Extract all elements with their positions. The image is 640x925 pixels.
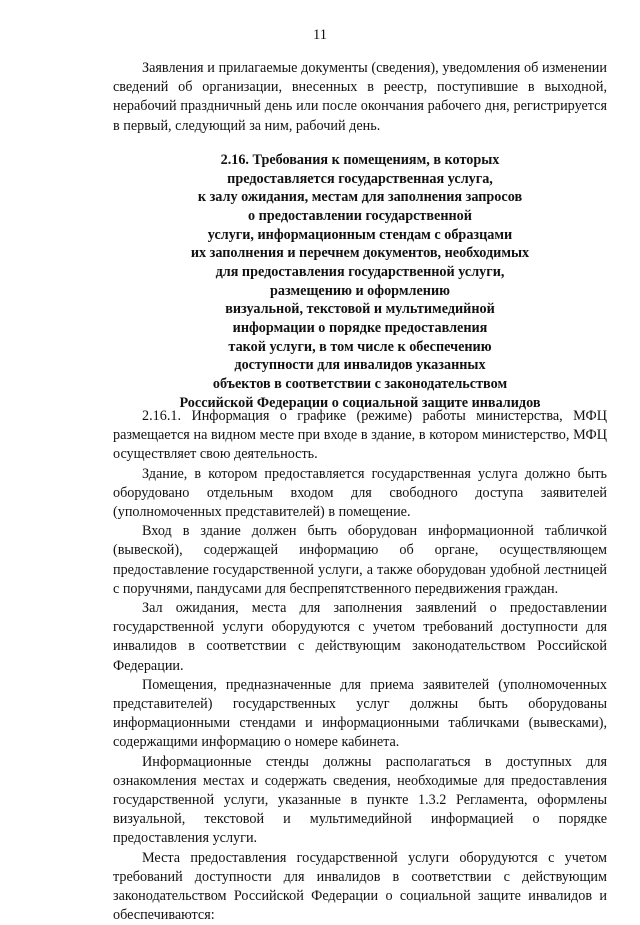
paragraph-reception-rooms: Помещения, предназначенные для приема заявителей (уполномоченных представителей) государственных услуг должны быть оборудованы информационными стендами и информационными табличками (вывесками), содержащими информацию о номере кабинета. — [113, 676, 607, 751]
paragraph-entrance-signage: Вход в здание должен быть оборудован информационной табличкой (вывеской), содержащей информацию об органе, осуществляющем предоставление государственной услуги, а также оборудован удобной лестницей с поручнями, пандусами для беспрепятственного передвижения граждан. — [113, 523, 607, 597]
heading-line: предоставляется государственная услуга, — [227, 170, 493, 187]
heading-line: услуги, информационным стендам с образцами — [207, 226, 513, 243]
heading-line: к залу ожидания, местам для заполнения запросов — [197, 189, 523, 206]
paragraph-building-entrance: Здание, в котором предоставляется государственная услуга должно быть оборудовано отдельным входом для свободного доступа заявителей (уполномоченных представителей) в помещение. — [113, 465, 607, 521]
main-text-block — [113, 407, 607, 925]
heading-line: о предоставлении государственной — [248, 207, 472, 224]
paragraph-info-stands: Информационные стенды должны располагаться в доступных для ознакомления местах и содержать сведения, необходимые для предоставления государственной услуги, указанные в пункте 1.3.2 Регламента, оформлены визуальной, текстовой и мультимедийной информацией о порядке предоставления услуги. — [113, 753, 607, 847]
heading-line: для предоставления государственной услуги, — [215, 263, 505, 280]
page-number: 11 — [313, 27, 327, 43]
intro-text-block — [113, 59, 607, 136]
intro-paragraph: Заявления и прилагаемые документы (сведения), уведомления об изменении сведений об организации, внесенных в реестр, поступившие в выходной, нерабочий праздничный день или после окончания рабочего дня, регистрируется в первый, следующий за ним, рабочий день. — [113, 60, 607, 134]
heading-line: их заполнения и перечнем документов, необходимых — [190, 245, 530, 262]
heading-line: Российской Федерации о социальной защите инвалидов — [179, 394, 541, 411]
heading-line: визуальной, текстовой и мультимедийной — [225, 301, 495, 318]
paragraph-2-16-1: 2.16.1. Информация о графике (режиме) работы министерства, МФЦ размещается на видном месте при входе в здание, в котором министерство, МФЦ осуществляет свою деятельность. — [113, 408, 607, 463]
section-heading — [113, 151, 607, 412]
paragraph-waiting-hall: Зал ожидания, места для заполнения заявлений о предоставлении государственной услуги оборудуются с учетом требований доступности для инвалидов в соответствии с действующим законодательством Российской Федерации. — [113, 600, 607, 674]
heading-line: объектов в соответствии с законодательством — [212, 375, 508, 392]
heading-line: информации о порядке предоставления — [232, 319, 488, 336]
paragraph-accessibility: Места предоставления государственной услуги оборудуются с учетом требований доступности для инвалидов в соответствии с действующим законодательством Российской Федерации о социальной защите инвалидов и обеспечиваются: — [113, 849, 607, 924]
heading-line: такой услуги, в том числе к обеспечению — [228, 338, 492, 355]
heading-line: 2.16. Требования к помещениям, в которых — [220, 152, 500, 168]
heading-line: доступности для инвалидов указанных — [234, 357, 486, 374]
heading-line: размещению и оформлению — [270, 282, 450, 299]
